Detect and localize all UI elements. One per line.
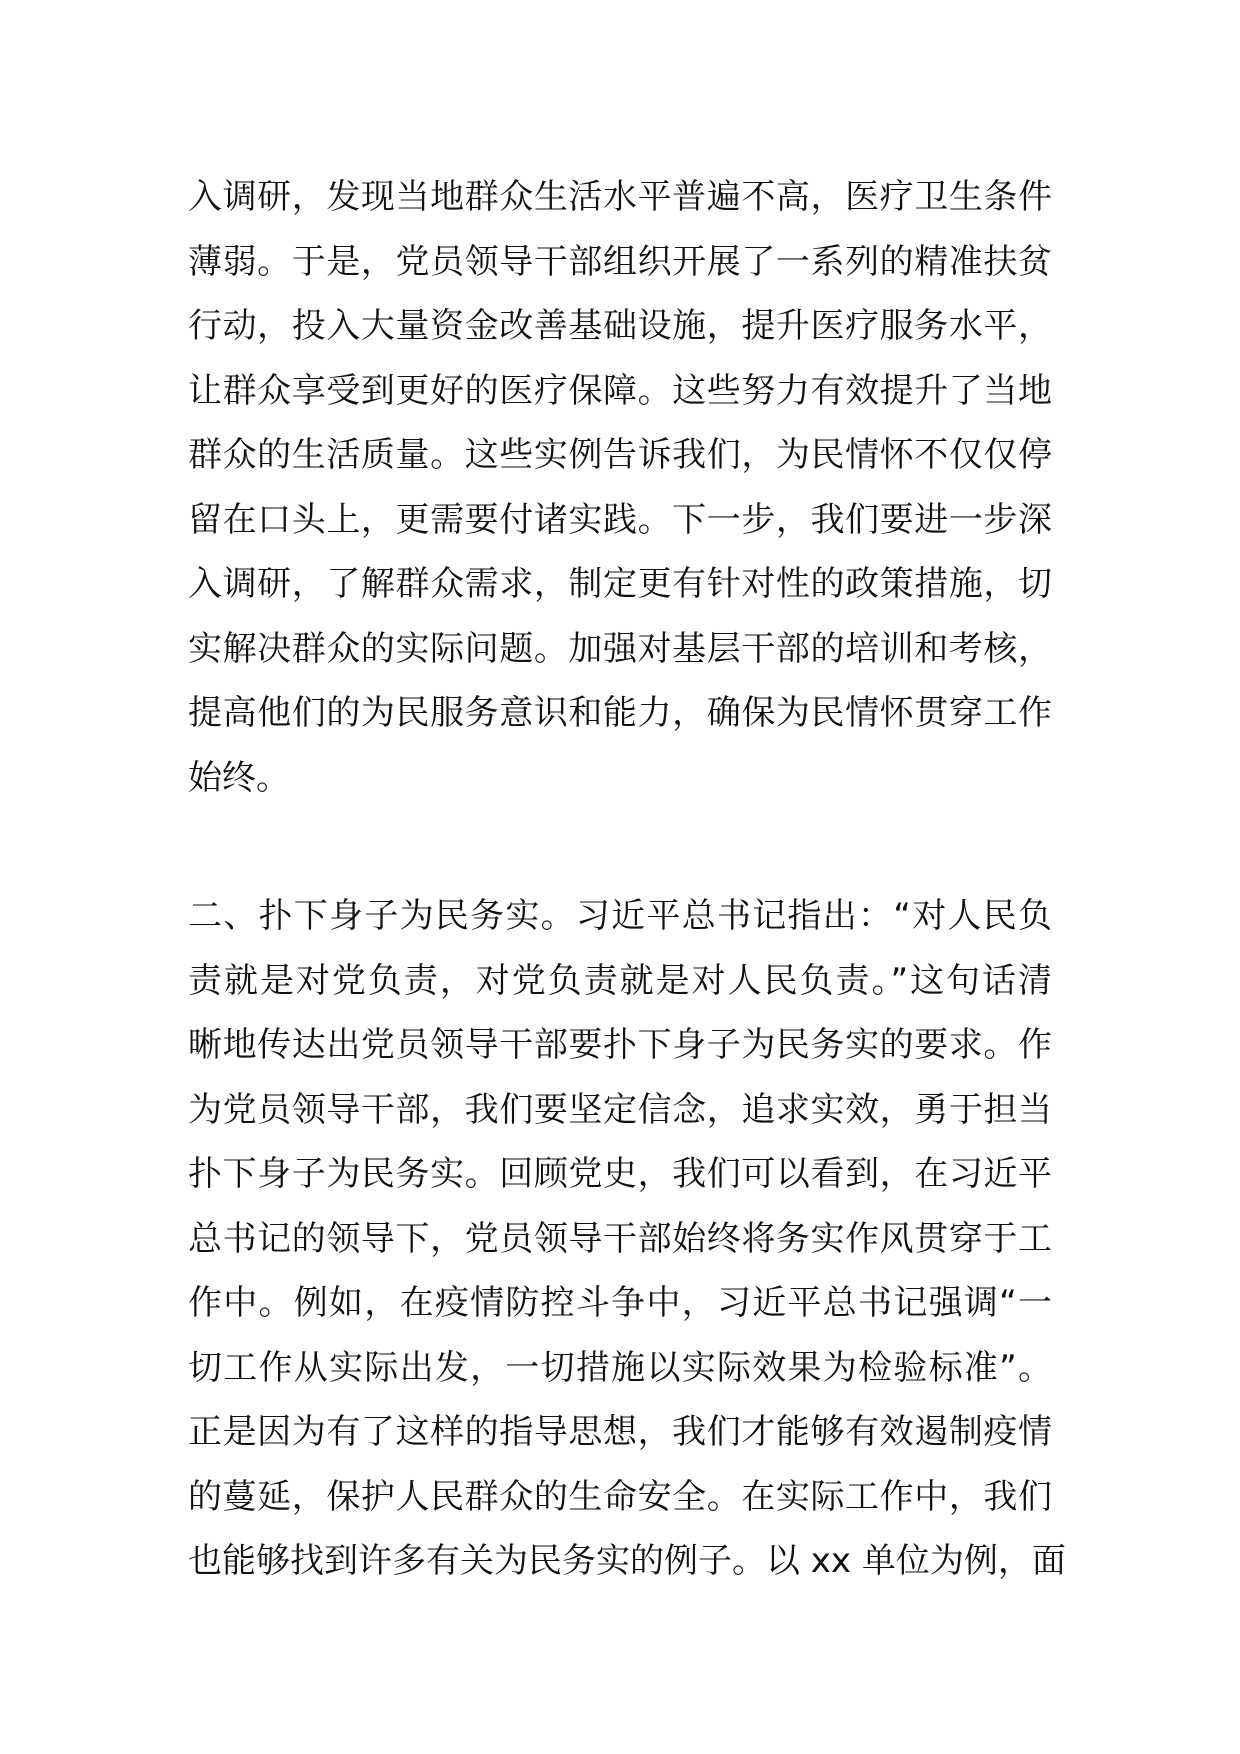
text-line: 入调研，了解群众需求，制定更有针对性的政策措施，切 [188, 564, 1052, 604]
text-line: 群众的生活质量。这些实例告诉我们，为民情怀不仅仅停 [188, 435, 1052, 475]
text-line: 提高他们的为民服务意识和能力，确保为民情怀贯穿工作 [188, 693, 1052, 733]
text-line: 为党员领导干部，我们要坚定信念，追求实效，勇于担当 [188, 1089, 1052, 1130]
text-line: 的蔓延，保护人民群众的生命安全。在实际工作中，我们 [188, 1476, 1052, 1517]
text-line: 晰地传达出党员领导干部要扑下身子为民务实的要求。作 [188, 1025, 1052, 1065]
section-heading-line: 二、扑下身子为民务实。习近平总书记指出：“对人民负 [188, 896, 1052, 936]
text-line: 留在口头上，更需要付诸实践。下一步，我们要进一步深 [188, 499, 1052, 540]
text-line: 正是因为有了这样的指导思想，我们才能够有效遏制疫情 [188, 1412, 1052, 1452]
text-line: 作中。例如，在疫情防控斗争中，习近平总书记强调“一 [188, 1283, 1052, 1323]
text-line: 实解决群众的实际问题。加强对基层干部的培训和考核， [188, 628, 1052, 669]
text-line: 也能够找到许多有关为民务实的例子。以 xx 单位为例，面 [188, 1541, 1066, 1581]
text-line: 始终。 [188, 757, 290, 798]
paragraph-1 [188, 165, 1052, 810]
text-line: 总书记的领导下，党员领导干部始终将务实作风贯穿于工 [188, 1218, 1052, 1259]
paragraph-2 [188, 884, 1066, 1594]
text-line: 让群众享受到更好的医疗保障。这些努力有效提升了当地 [188, 370, 1052, 411]
text-line: 切工作从实际出发，一切措施以实际效果为检验标准”。 [188, 1347, 1052, 1388]
text-line: 责就是对党负责，对党负责就是对人民负责。”这句话清 [188, 960, 1052, 1001]
text-line: 入调研，发现当地群众生活水平普遍不高，医疗卫生条件 [188, 177, 1052, 217]
text-line: 薄弱。于是，党员领导干部组织开展了一系列的精准扶贫 [188, 241, 1052, 282]
text-line: 行动，投入大量资金改善基础设施，提升医疗服务水平， [188, 306, 1052, 346]
text-line: 扑下身子为民务实。回顾党史，我们可以看到，在习近平 [188, 1154, 1052, 1194]
